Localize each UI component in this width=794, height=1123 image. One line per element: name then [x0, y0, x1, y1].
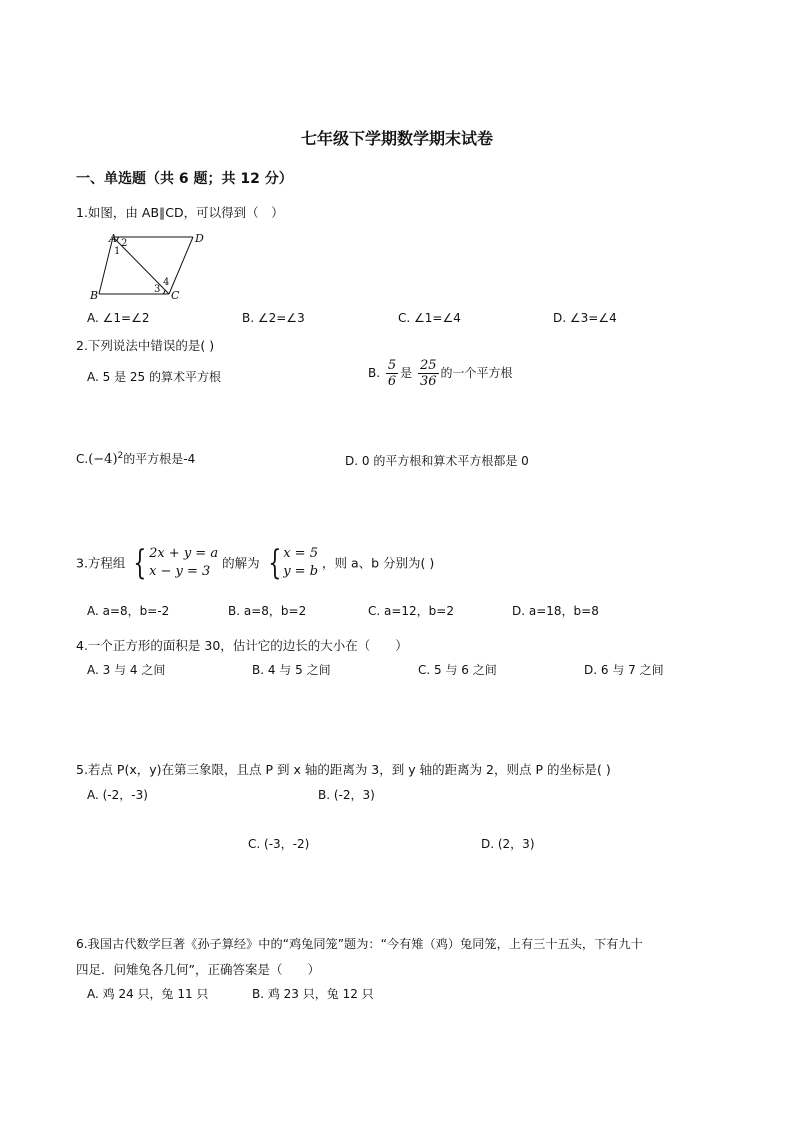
q6-option-b: B. 鸡 23 只，兔 12 只: [252, 987, 374, 1001]
q3-suffix: ，则 a、b 分别为( ): [322, 555, 435, 571]
figure-angle-3: 3: [154, 284, 161, 295]
question-2-stem: 2.下列说法中错误的是( ): [76, 338, 215, 353]
equation-2: x − y = 3: [149, 563, 211, 579]
q2-option-d: D. 0 的平方根和算术平方根都是 0: [345, 454, 529, 468]
q5-option-b: B. (-2，3): [318, 788, 375, 802]
figure-angle-4: 4: [163, 277, 170, 288]
figure-label-b: B: [90, 289, 99, 302]
q5-option-c: C. (-3，-2): [248, 837, 310, 851]
figure-label-c: C: [171, 289, 180, 302]
equation-1: 2x + y = a: [149, 546, 219, 561]
question-6-line-2: 四足．问雉兔各几何”，正确答案是（ ）: [76, 962, 320, 977]
q4-option-b: B. 4 与 5 之间: [252, 663, 331, 677]
question-3-stem: [76, 542, 435, 583]
figure-label-d: D: [195, 232, 204, 245]
q1-option-c: C. ∠1=∠4: [398, 311, 461, 325]
q4-option-a: A. 3 与 4 之间: [87, 663, 166, 677]
solution-2: y = b: [283, 563, 319, 579]
q2-option-b-mid: 是: [400, 366, 413, 380]
q5-option-d: D. (2，3): [481, 837, 535, 851]
q3-option-d: D. a=18，b=8: [512, 604, 599, 618]
section-heading: 一、单选题（共 6 题；共 12 分）: [76, 171, 293, 187]
solution-system: { x = 5 y = b: [267, 542, 319, 583]
fraction-25-36: $\frac{25}{36}$: [420, 358, 437, 389]
q4-option-d: D. 6 与 7 之间: [584, 663, 664, 677]
q4-option-c: C. 5 与 6 之间: [418, 663, 497, 677]
q3-option-b: B. a=8，b=2: [228, 604, 307, 618]
question-4-stem: 4.一个正方形的面积是 30，估计它的边长的大小在（ ）: [76, 638, 408, 653]
q1-option-d: D. ∠3=∠4: [553, 311, 617, 325]
question-1-stem: 1.如图，由 AB∥CD，可以得到（ ）: [76, 205, 284, 220]
q3-option-a: A. a=8，b=-2: [87, 604, 170, 618]
question-1-figure: [85, 228, 210, 306]
q2-option-a: A. 5 是 25 的算术平方根: [87, 370, 221, 384]
q2-option-c-label: C.: [76, 452, 89, 466]
q6-option-a: A. 鸡 24 只，兔 11 只: [87, 987, 209, 1001]
fraction-5-6: $\frac{5}{6}$: [387, 358, 397, 389]
q2-option-c-exponent: 2: [117, 451, 124, 461]
figure-label-a: A: [109, 232, 117, 245]
solution-1: x = 5: [283, 546, 318, 561]
q2-option-c-suffix: 的平方根是-4: [123, 452, 196, 466]
page-title: 七年级下学期数学期末试卷: [300, 129, 493, 148]
q1-option-a: A. ∠1=∠2: [87, 311, 150, 325]
q2-option-b-suffix: 的一个平方根: [440, 366, 513, 380]
q3-prefix: 3.方程组: [76, 555, 126, 571]
q5-option-a: A. (-2，-3): [87, 788, 148, 802]
equation-system: { 2x + y = a x − y = 3: [133, 542, 219, 583]
q2-option-c-expr: (−4): [88, 452, 118, 467]
question-5-stem: 5.若点 P(x，y)在第三象限，且点 P 到 x 轴的距离为 3，到 y 轴的距离为 2，则点 P 的坐标是( ): [76, 762, 611, 777]
q2-option-b: [368, 358, 513, 389]
figure-angle-1: 1: [114, 246, 121, 257]
q2-option-c: [76, 450, 195, 467]
figure-angle-2: 2: [121, 238, 128, 249]
question-6-line-1: 6.我国古代数学巨著《孙子算经》中的“鸡兔同笼”题为：“今有雉（鸡）兔同笼，上有三十五头，下有九十: [76, 937, 643, 951]
q2-option-b-label: B.: [368, 366, 381, 380]
q3-mid: 的解为: [222, 555, 260, 571]
q3-option-c: C. a=12，b=2: [368, 604, 454, 618]
q1-option-b: B. ∠2=∠3: [242, 311, 305, 325]
